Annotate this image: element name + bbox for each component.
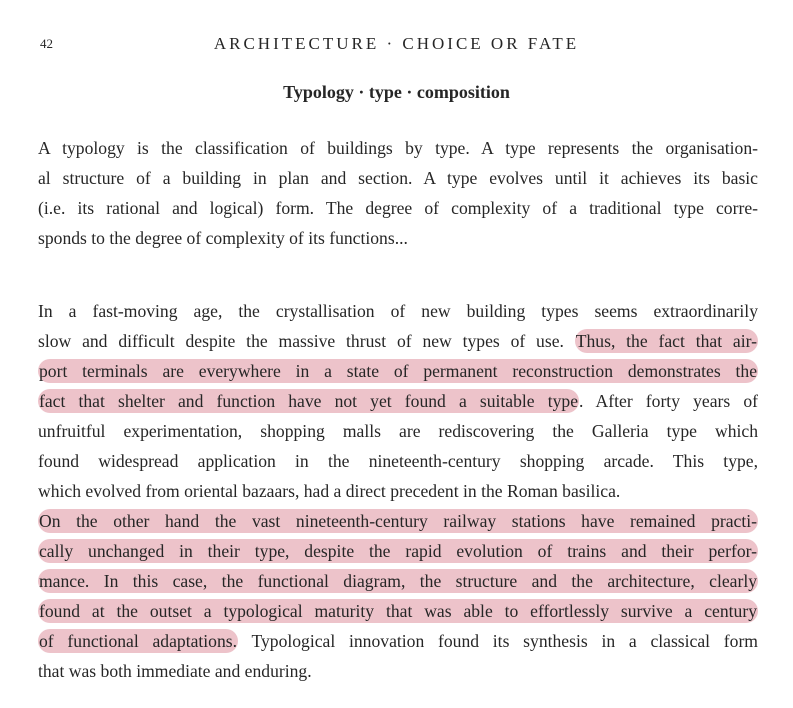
- text-line: [38, 386, 758, 416]
- highlighted-text: On the other hand the vast nineteenth-century railway stations have remained practi-: [39, 511, 757, 531]
- text-segment: . After forty years of: [579, 391, 758, 411]
- text-line: unfruitful experimentation, shopping malls are rediscovering the Galleria type which: [38, 421, 758, 441]
- text-line: [38, 356, 758, 386]
- text-line: al structure of a building in plan and section. A type evolves until it achieves its basic: [38, 168, 758, 188]
- section-title: Typology · type · composition: [283, 82, 510, 102]
- page-number: 42: [40, 36, 53, 51]
- text-line: [38, 536, 758, 566]
- highlighted-text: cally unchanged in their type, despite the rapid evolution of trains and their perfor-: [39, 541, 757, 561]
- text-line: [38, 506, 758, 536]
- text-line: In a fast-moving age, the crystallisation of new building types seems extraordinarily: [38, 301, 758, 321]
- paragraph-building-types: [38, 296, 758, 686]
- text-line: which evolved from oriental bazaars, had a direct precedent in the Roman basilica.: [38, 481, 621, 501]
- highlighted-text: found at the outset a typological maturity that was able to effortlessly survive a century: [39, 601, 757, 621]
- text-line: sponds to the degree of complexity of its functions...: [38, 228, 408, 248]
- text-line: found widespread application in the nineteenth-century shopping arcade. This type,: [38, 451, 758, 471]
- running-head: ARCHITECTURE · CHOICE OR FATE: [213, 34, 580, 53]
- highlighted-text: port terminals are everywhere in a state of permanent reconstruction demonstrates the: [39, 361, 757, 381]
- text-line: [38, 566, 758, 596]
- highlighted-text: Thus, the fact that air-: [575, 331, 757, 351]
- highlighted-text: fact that shelter and function have not yet found a suitable type: [39, 391, 579, 411]
- highlighted-text: of functional adaptations.: [39, 631, 238, 651]
- text-line: [38, 596, 758, 626]
- text-segment: Typological innovation found its synthesis in a classical form: [238, 631, 758, 651]
- text-line: (i.e. its rational and logical) form. The degree of complexity of a traditional type corre-: [38, 198, 758, 218]
- text-line: [38, 326, 758, 356]
- text-segment: slow and difficult despite the massive thrust of new types of use.: [38, 331, 575, 351]
- highlighted-text: mance. In this case, the functional diagram, the structure and the architecture, clearly: [39, 571, 757, 591]
- text-line: that was both immediate and enduring.: [38, 661, 312, 681]
- paragraph-typology: [38, 133, 758, 253]
- text-line: A typology is the classification of buildings by type. A type represents the organisation-: [38, 138, 758, 158]
- text-line: [38, 626, 758, 656]
